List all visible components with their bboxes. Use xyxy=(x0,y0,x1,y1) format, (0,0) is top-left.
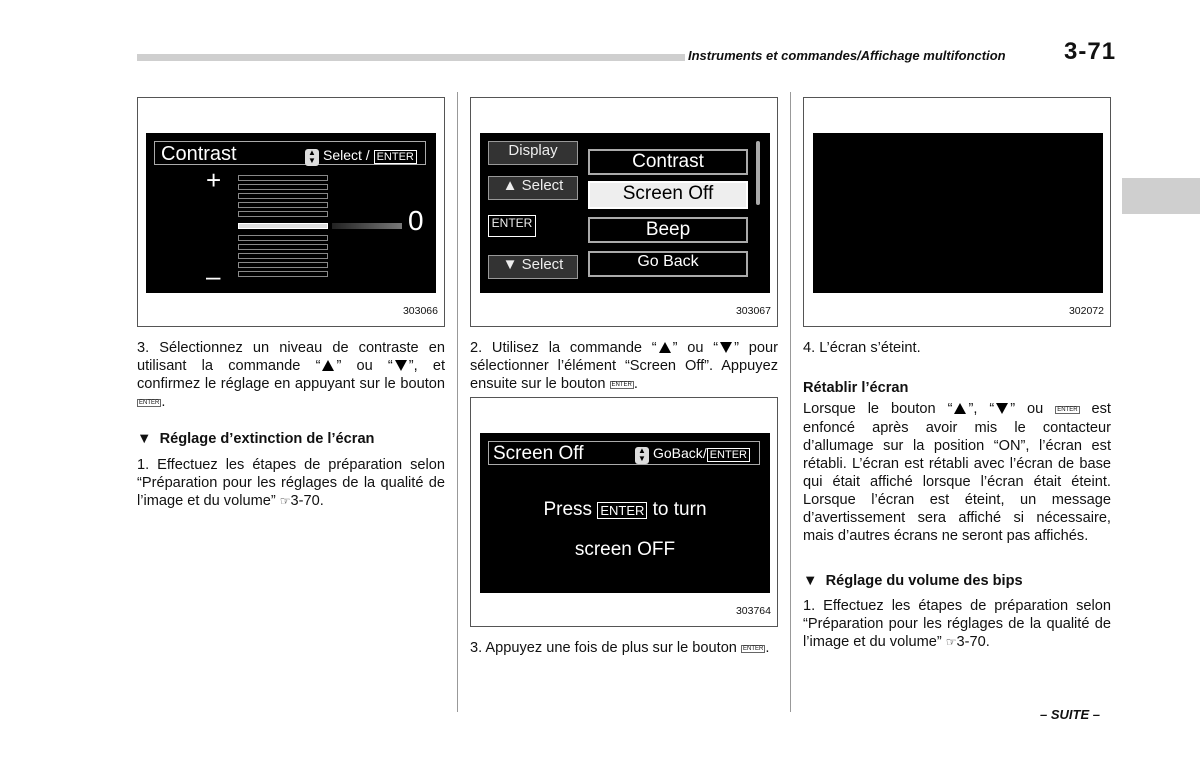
screen-off-title: Screen Off xyxy=(493,443,584,464)
col3-heading-beep: ▼ Réglage du volume des bips xyxy=(803,573,1023,589)
level-bar xyxy=(238,211,328,217)
figure-code: 302072 xyxy=(1068,305,1104,317)
enter-label: ENTER xyxy=(374,150,417,164)
contrast-value: 0 xyxy=(408,205,424,236)
updown-icon: ▲ ▼ xyxy=(305,149,319,166)
select-down-button: ▼ Select xyxy=(488,255,578,279)
down-arrow-icon xyxy=(996,403,1008,414)
reference-icon: ☞ xyxy=(945,635,957,649)
level-pointer xyxy=(332,223,402,229)
press-enter-line: Press ENTER to turn xyxy=(543,499,707,520)
col2-step3: 3. Appuyez une fois de plus sur le bouton ENTER . xyxy=(470,640,770,656)
enter-button-icon: ENTER xyxy=(742,646,764,652)
page-number: 3-71 xyxy=(1064,38,1117,65)
level-bar xyxy=(238,244,328,250)
level-bar-current xyxy=(238,223,328,229)
contrast-title: Contrast xyxy=(161,143,237,165)
triangle-bullet-icon: ▼ xyxy=(137,431,152,447)
enter-button-icon: ENTER xyxy=(139,400,160,406)
down-arrow-icon xyxy=(720,342,732,353)
col2-step2: 2. Utilisez la commande “ ” ou “ ” pour sélectionner l’élément “Screen Off”. Appuyez ensuite sur le bouton ENTER . xyxy=(470,340,778,392)
display-button: Display xyxy=(488,141,578,165)
screen-off-line: screen OFF xyxy=(574,539,676,560)
figure-code: 303066 xyxy=(402,305,438,317)
enter-button-icon: ENTER xyxy=(1057,407,1078,413)
level-bar xyxy=(238,202,328,208)
level-bar xyxy=(238,193,328,199)
goback-hint: ▲ ▼ GoBack/ ENTER xyxy=(635,445,750,464)
menu-item-contrast: Contrast xyxy=(588,149,748,175)
figure-screen-off xyxy=(803,97,1111,327)
level-bar xyxy=(238,175,328,181)
enter-label: ENTER xyxy=(707,448,750,462)
header-rule xyxy=(137,54,685,61)
level-bar xyxy=(238,262,328,268)
up-arrow-icon xyxy=(954,403,966,414)
menu-screen xyxy=(480,133,770,293)
col1-heading: ▼ Réglage d’extinction de l’écran xyxy=(137,431,375,447)
menu-item-beep: Beep xyxy=(588,217,748,243)
level-bar xyxy=(238,184,328,190)
figure-screen-off-dialog xyxy=(470,397,778,627)
column-divider-2 xyxy=(790,92,791,712)
figure-code: 303764 xyxy=(735,605,771,617)
level-bar xyxy=(238,235,328,241)
col3-restore-para: Lorsque le bouton “ ”, “ ” ou ENTER est enfoncé après avoir mis le contacteur d’allumage sur la position “ON”, l’écran est rétabli. L’écran est rétabli avec l’écran de base qui était affiché lorsque l’écran était éteint. Lorsque l’écran est éteint, un message d’avertissement sera affiché si nécessaire, mais d’autres écrans ne seront pas affichés. xyxy=(803,401,1111,544)
scrollbar-thumb xyxy=(756,141,760,205)
column-divider-1 xyxy=(457,92,458,712)
col1-step1: 1. Effectuez les étapes de préparation selon “Préparation pour les réglages de la qualité de l’image et du volume” ☞3-70. xyxy=(137,457,445,509)
updown-icon: ▲ ▼ xyxy=(635,447,649,464)
col3-step1: 1. Effectuez les étapes de préparation selon “Préparation pour les réglages de la qualité de l’image et du volume” ☞3-70. xyxy=(803,598,1111,650)
enter-label: ENTER xyxy=(597,502,647,519)
up-arrow-icon xyxy=(322,360,334,371)
select-up-button: ▲ Select xyxy=(488,176,578,200)
screen-off-screen xyxy=(480,433,770,593)
header-title: Instruments et commandes/Affichage multifonction xyxy=(688,48,1006,63)
chapter-tab xyxy=(1122,178,1200,214)
screen-off-title-bar xyxy=(488,441,760,465)
triangle-bullet-icon: ▼ xyxy=(803,573,818,589)
plus-sign: + xyxy=(206,165,222,195)
col1-step3: 3. Sélectionnez un niveau de contraste en utilisant la commande “ ” ou “ ”, et confirmez le réglage en appuyant sur le bouton ENTER . xyxy=(137,340,446,410)
figure-contrast xyxy=(137,97,445,327)
enter-button-icon: ENTER xyxy=(611,382,632,388)
level-bar xyxy=(238,253,328,259)
menu-item-screen-off: Screen Off xyxy=(588,181,748,209)
down-arrow-icon xyxy=(395,360,407,371)
contrast-screen xyxy=(146,133,436,293)
level-bar xyxy=(238,271,328,277)
reference-icon: ☞ xyxy=(279,494,291,508)
col3-heading-restore: Rétablir l’écran xyxy=(803,380,909,396)
up-arrow-icon xyxy=(659,342,671,353)
figure-code: 303067 xyxy=(735,305,771,317)
figure-menu xyxy=(470,97,778,327)
minus-sign: – xyxy=(206,261,221,291)
contrast-title-bar xyxy=(154,141,426,165)
blank-screen xyxy=(813,133,1103,293)
col3-step4: 4. L’écran s’éteint. xyxy=(803,340,921,356)
select-hint: ▲ ▼ Select / ENTER xyxy=(305,147,417,166)
continued-label: – SUITE – xyxy=(1040,707,1100,722)
enter-button: ENTER xyxy=(488,215,536,237)
menu-item-go-back: Go Back xyxy=(588,251,748,277)
